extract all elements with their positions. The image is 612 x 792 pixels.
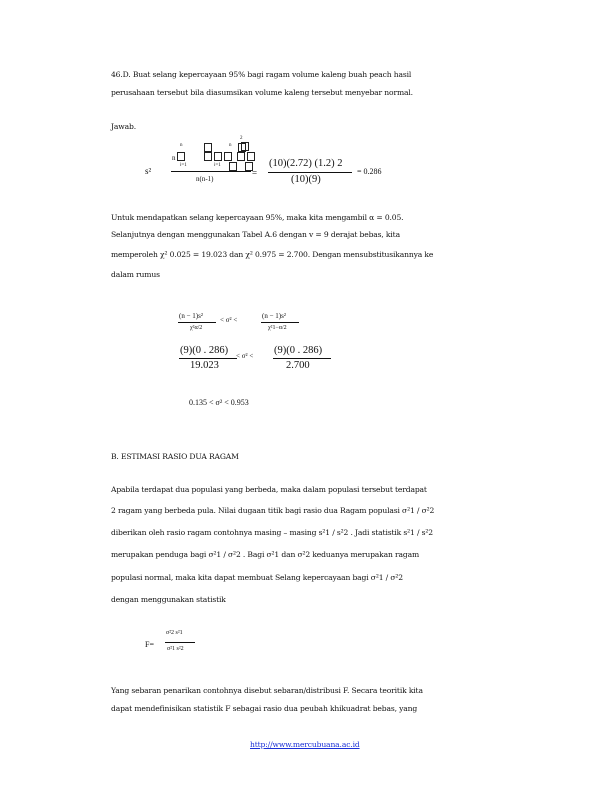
right-fraction-bar bbox=[261, 322, 299, 323]
distribution-line-2: dapat mendefinisikan statistik F sebagai rasio dua peubah khikuadrat bebas, yang bbox=[111, 704, 418, 713]
ratio-line-1: Apabila terdapat dua populasi yang berbeda, maka dalam populasi tersebut terdapat bbox=[111, 485, 427, 494]
footer-link[interactable]: http://www.mercubuana.ac.id bbox=[250, 740, 360, 749]
sum-index-i1: i=1 bbox=[180, 163, 187, 168]
fraction-bar-values bbox=[268, 172, 352, 173]
variance-denominator: n(n-1) bbox=[196, 175, 214, 183]
s-squared-label: s² bbox=[145, 166, 152, 176]
glyph-box-top bbox=[240, 142, 250, 151]
answer-label: Jawab. bbox=[111, 122, 136, 131]
sub-right-fraction-bar bbox=[273, 358, 331, 359]
glyph-box-row-1 bbox=[203, 143, 213, 152]
interval-line-3: memperoleh χ² 0.025 = 19.023 dan χ² 0.975 = 2.700. Dengan mensubstitusikannya ke bbox=[111, 250, 434, 259]
ratio-line-3: diberikan oleh rasio ragam contohnya masing – masing s²1 / s²2 . Jadi statistik s²1 / s²2 bbox=[111, 528, 433, 537]
sum-top-n-2: n bbox=[229, 143, 232, 148]
sub-right-numerator: (9)(0 . 286) bbox=[274, 345, 323, 356]
prefix-n: n bbox=[172, 154, 176, 162]
numerator-value: (10)(2.72) (1.2) 2 bbox=[269, 158, 343, 169]
glyph-box-row-2 bbox=[176, 152, 186, 161]
sub-left-fraction-bar bbox=[179, 358, 237, 359]
equals-sign: = bbox=[252, 168, 258, 178]
left-fraction-bar bbox=[178, 322, 216, 323]
glyph-box-bottom-1 bbox=[228, 162, 238, 171]
variance-result: = 0.286 bbox=[357, 167, 382, 176]
f-label: F= bbox=[145, 640, 154, 649]
interval-line-4: dalam rumus bbox=[111, 270, 160, 279]
interval-result: 0.135 < σ² < 0.953 bbox=[189, 398, 249, 407]
interval-line-1: Untuk mendapatkan selang kepercayaan 95%, maka kita mengambil α = 0.05. bbox=[111, 213, 404, 222]
distribution-line-1: Yang sebaran penarikan contohnya disebut sebaran/distribusi F. Secara teoritik kita bbox=[111, 686, 423, 695]
denominator-value: (10)(9) bbox=[291, 174, 321, 185]
problem-line-1: 46.D. Buat selang kepercayaan 95% bagi ragam volume kaleng buah peach hasil bbox=[111, 70, 412, 79]
interval-line-2: Selanjutnya dengan menggunakan Tabel A.6 dengan v = 9 derajat bebas, kita bbox=[111, 230, 400, 239]
power-two: 2 bbox=[240, 136, 243, 141]
ratio-line-2: 2 ragam yang berbeda pula. Nilai dugaan titik bagi rasio dua Ragam populasi σ²1 / σ²2 bbox=[111, 506, 435, 515]
fraction-bar-variance bbox=[171, 171, 251, 172]
f-denominator: σ²1 s²2 bbox=[167, 646, 184, 652]
left-numerator: (n − 1)s² bbox=[179, 312, 203, 320]
section-heading: B. ESTIMASI RASIO DUA RAGAM bbox=[111, 452, 239, 461]
left-denominator: χ²α/2 bbox=[190, 325, 203, 331]
sub-right-denominator: 2.700 bbox=[286, 360, 310, 371]
right-numerator: (n − 1)s² bbox=[262, 312, 286, 320]
ratio-line-6: dengan menggunakan statistik bbox=[111, 595, 226, 604]
middle-inequality: < σ² < bbox=[220, 316, 238, 324]
f-fraction-bar bbox=[165, 642, 195, 643]
sum-index-i1-2: i=1 bbox=[214, 163, 221, 168]
sub-left-denominator: 19.023 bbox=[190, 360, 219, 371]
sub-middle-inequality: < σ² < bbox=[236, 352, 254, 360]
sum-top-n: n bbox=[180, 143, 183, 148]
ratio-line-5: populasi normal, maka kita dapat membuat Selang kepercayaan bagi σ²1 / σ²2 bbox=[111, 573, 403, 582]
glyph-boxes-right bbox=[236, 152, 256, 161]
f-numerator: σ²2 s²1 bbox=[166, 630, 183, 636]
glyph-boxes-middle bbox=[203, 152, 233, 161]
sub-left-numerator: (9)(0 . 286) bbox=[180, 345, 229, 356]
right-denominator: χ²1−α/2 bbox=[268, 325, 287, 331]
problem-line-2: perusahaan tersebut bila diasumsikan volume kaleng tersebut menyebar normal. bbox=[111, 88, 413, 97]
ratio-line-4: merupakan penduga bagi σ²1 / σ²2 . Bagi σ²1 dan σ²2 keduanya merupakan ragam bbox=[111, 550, 420, 559]
